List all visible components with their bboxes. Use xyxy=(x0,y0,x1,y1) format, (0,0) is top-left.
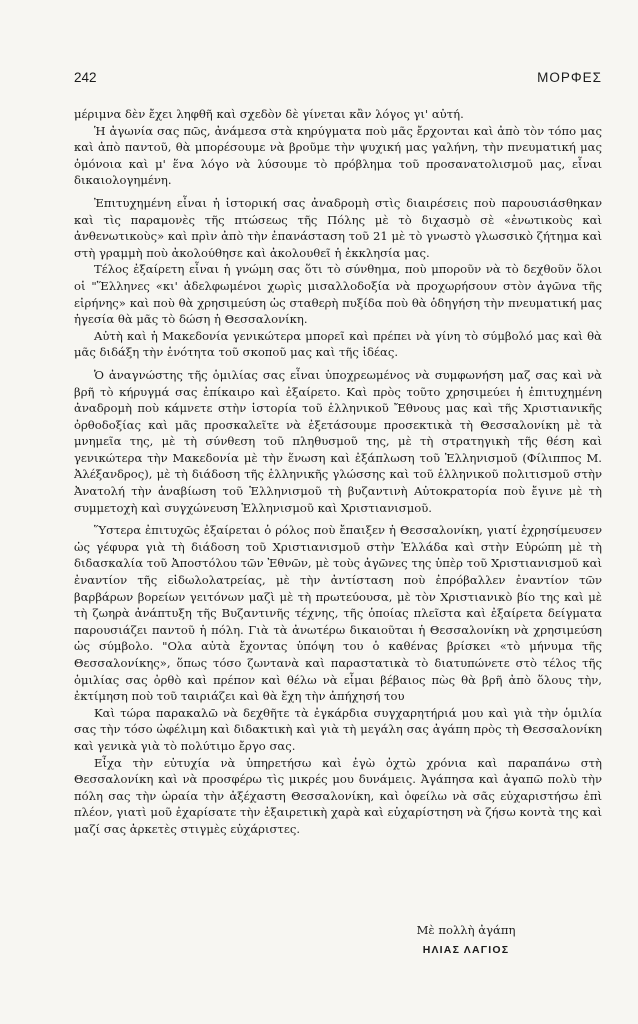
salutation: Μὲ πολλὴ ἀγάπη xyxy=(416,923,516,937)
paragraph: Ἡ ἀγωνία σας πῶς, ἀνάμεσα στὰ κηρύγματα ποὺ μᾶς ἔρχονται καὶ ἀπὸ τὸν τόπο μας καὶ ἀπὸ παντοῦ, θὰ μπορέσουμε νὰ βροῦμε τὴν ψυχική μας γαλήνη, τὴν πνευματική μας ὁμόνοια καὶ μ' ἕνα λόγο νὰ λύσουμε τὸ πρόβλημα τοῦ προσανατολισμοῦ μας, εἶναι δικαιολογημένη. xyxy=(74,123,602,188)
paragraph: Τέλος ἐξαίρετη εἶναι ἡ γνώμη σας ὅτι τὸ σύνθημα, ποὺ μποροῦν νὰ τὸ δεχθοῦν ὅλοι οἱ "Ἕλληνες «κι' ἀδελφωμένοι χωρὶς μισαλλοδοξία νὰ προχωρήσουν στὸν ἀγῶνα τῆς εἰρήνης» καὶ ποὺ θὰ χρησιμεύση ὡς σταθερὴ πυξίδα ποὺ θὰ ὁδηγήση τὴν πνευματική μας ἡγεσία θὰ μᾶς τὸ δώση ἡ Θεσσαλονίκη. xyxy=(74,262,602,327)
page-number: 242 xyxy=(74,70,97,85)
paragraph: Εἶχα τὴν εὐτυχία νὰ ὑπηρετήσω καὶ ἐγὼ ὀχτὼ χρόνια καὶ παραπάνω στὴ Θεσσαλονίκη καὶ νὰ προσφέρω τὶς μικρές μου δυνάμεις. Ἀγάπησα καὶ ἀγαπῶ πολὺ τὴν πόλη σας τὴν ὡραία τὴν ἀξέχαστη Θεσσαλονίκη, καὶ ὀφείλω νὰ σᾶς εὐχαριστήσω ἐπὶ πλέον, γιατὶ μοῦ ἐχαρίσατε τὴν ἐξαιρετικὴ χαρὰ καὶ εὐχαρίστηση νὰ ζήσω κοντὰ της καὶ μαζί σας ἀρκετὲς στιγμὲς εὐχάριστες. xyxy=(74,755,602,836)
paragraph: Ὕστερα ἐπιτυχῶς ἐξαίρεται ὁ ρόλος ποὺ ἔπαιξεν ἡ Θεσσαλονίκη, γιατί ἐχρησίμευσεν ὡς γέφυρα γιὰ τὴ διάδοση τοῦ Χριστιανισμοῦ στὴν Ἑλλάδα καὶ στὴν Εὐρώπη μὲ τὴ διδασκαλία τοῦ Ἀποστόλου τῶν Ἐθνῶν, μὲ τοὺς ἀγῶνες της ὑπὲρ τοῦ Χριστιανισμοῦ καὶ ἐναντίον τῆς εἰδωλολατρείας, μὲ τὴν ἀντίσταση ποὺ ἐπρόβαλλεν ἐναντίον τῶν βαρβάρων βορείων γειτόνων μαζὶ μὲ τὴ πρωτεύουσα, μὲ τὸν Χριστιανικὸ βίο της καὶ μὲ τὴ ζωηρὰ ἀνάπτυξη τῆς Βυζαντινῆς τέχνης, τῆς ὁποίας πλεῖστα καὶ ἐξαίρετα δείγματα παρουσιάζει παντοῦ ἡ πόλη. Γιὰ τὰ ἀνωτέρω δικαιοῦται ἡ Θεσσαλονίκη νὰ χρησιμεύση ὡς σύμβολο. "Ολα αὐτὰ ἔχοντας ὑπόψη του ὁ καθένας βρίσκει «τὸ μήνυμα τῆς Θεσσαλονίκης», ὅπως τόσο ζωντανὰ καὶ παραστατικὰ τὸ διατυπώνετε στὸ τέλος τῆς ὁμιλίας σας ὀρθὸ καὶ πρέπον καὶ θέλω νὰ εἶμαι βέβαιος πὼς θὰ βρῆ ἀπὸ ὅλους τὴν, ἐκτίμηση ποὺ τοῦ ταιριάζει καὶ θὰ ἔχη τὴν ἀπήχησή του xyxy=(74,523,602,704)
letter-body xyxy=(74,106,602,838)
running-head: ΜΟΡΦΕΣ xyxy=(537,70,602,85)
paragraph: Αὐτὴ καὶ ἡ Μακεδονία γενικώτερα μπορεῖ καὶ πρέπει νὰ γίνη τὸ σύμβολό μας καὶ θὰ μᾶς διδάξη τὴν ἑνότητα τοῦ σκοποῦ μας καὶ τῆς ἰδέας. xyxy=(74,328,602,360)
page-header xyxy=(74,70,602,90)
paragraph: Καὶ τώρα παρακαλῶ νὰ δεχθῆτε τὰ ἐγκάρδια συγχαρητήριά μου καὶ γιὰ τὴν ὁμιλία σας τὴν τόσο ὠφέλιμη καὶ διδακτικὴ καὶ γιὰ τὴ μεγάλη σας ἀγάπη πρὸς τὴ Θεσσαλονίκη καὶ γενικὰ γιὰ τὸ πολύτιμο ἔργο σας. xyxy=(74,705,602,753)
letter-closing xyxy=(376,922,556,959)
paragraph: μέριμνα δὲν ἔχει ληφθῆ καὶ σχεδὸν δὲ γίνεται κἂν λόγος γι' αὐτή. xyxy=(74,107,464,121)
signature: ΗΛΙΑΣ ΛΑΓΙΟΣ xyxy=(422,944,510,956)
paragraph: Ἐπιτυχημένη εἶναι ἡ ἱστορική σας ἀναδρομὴ στὶς διαιρέσεις ποὺ παρουσιάσθηκαν καὶ τὶς παραμονὲς τῆς πτώσεως τῆς Πόλης μὲ τὸ διχασμὸ σὲ «ἑνωτικοὺς καὶ ἀνθενωτικοὺς» καὶ πρὶν ἀπὸ τὴν ἐπανάσταση τοῦ 21 μὲ τὸ γνωστὸ γλωσσικὸ ζήτημα καὶ στὴ γραμμὴ ποὺ ἀκολούθησε καὶ ἀκολουθεῖ ἡ ἐκκλησία μας. xyxy=(74,195,602,260)
paragraph: Ὁ ἀναγνώστης τῆς ὁμιλίας σας εἶναι ὑποχρεωμένος νὰ συμφωνήση μαζ σας καὶ νὰ βρῆ τὸ κήρυγμά σας ἐπίκαιρο καὶ ἐξαίρετο. Καὶ πρὸς τοῦτο χρησιμεύει ἡ ἐπιτυχημένη ἀναδρομὴ ποὺ κάμνετε στὴν ἱστορία τοῦ ἑλληνικοῦ Ἔθνους μας καὶ τῆς Χριστιανικῆς ὀρθοδοξίας καὶ μᾶς προσκαλεῖτε νὰ ἐξετάσουμε προσεκτικὰ τὴ Θεσσαλονίκη μὲ τὰ μνημεῖα της, μὲ τὴ σύνθεση τοῦ πληθυσμοῦ της, μὲ τὴ στρατηγικὴ τῆς θέση καὶ γενικώτερα τὴν Μακεδονία μὲ τὴν ἕνωση καὶ ἐξάπλωση τοῦ Ἑλληνισμοῦ (Φίλιππος Μ. Ἀλέξανδρος), μὲ τὴ διάδοση τῆς ἑλληνικῆς γλώσσης καὶ τοῦ ἑλληνικοῦ πολιτισμοῦ στὴν Ἀνατολή τὴν ἀναβίωση τοῦ Ἑλληνισμοῦ τὴ βυζαντινὴ Αὐτοκρατορία ποὺ ἔγινε μὲ τὴ συμμετοχὴ καὶ συγχώνευση Ἑλληνισμοῦ καὶ Χριστιανισμοῦ. xyxy=(74,367,602,515)
